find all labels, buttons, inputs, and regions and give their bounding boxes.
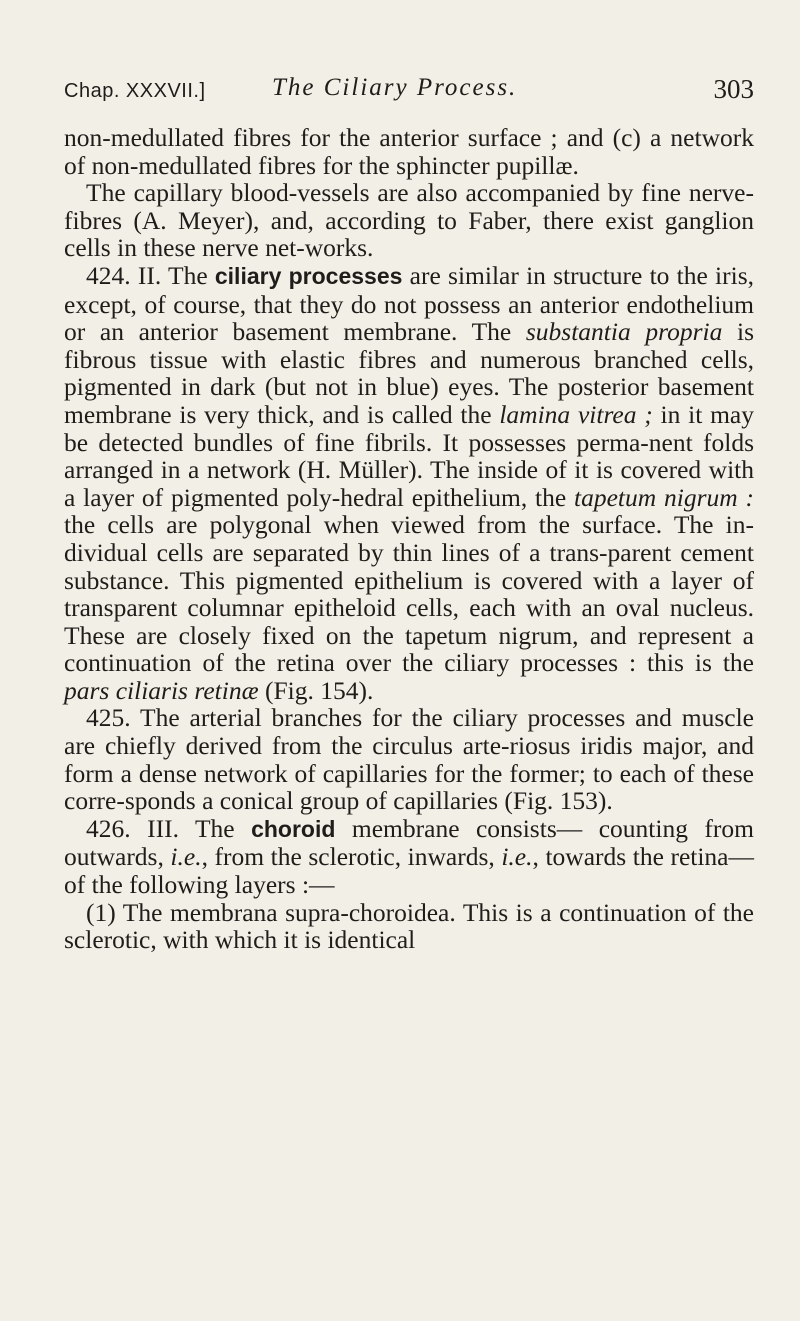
term-pars-ciliaris-retinae: pars ciliaris retinæ (64, 675, 259, 705)
paragraph-425-arterial-branches: 425. The arterial branches for the ciliary processes and muscle are chiefly derived from the circulus arte-riosus iridis major, and form a dense network of capillaries for the former; to each of these corre-sponds a conical group of capillaries (Fig. 153). (64, 703, 754, 816)
page-number: 303 (713, 74, 754, 104)
chapter-label: Chap. XXXVII.] (64, 80, 206, 102)
running-title: The Ciliary Process. (272, 74, 518, 101)
term-substantia-propria: substantia propria (525, 317, 723, 347)
body-text (64, 124, 754, 954)
paragraph-426-choroid: 426. III. The choroid membrane consists— counting from outwards, i.e., from the sclerotic, inwards, i.e., towards the retina—of the following layers :— (64, 813, 754, 900)
term-choroid: choroid (251, 815, 336, 842)
paragraph-supra-choroidea: (1) The membrana supra-choroidea. This is a continuation of the sclerotic, with which it is identical (64, 897, 754, 955)
paragraph-424-ciliary-processes: 424. II. The ciliary processes are similar in structure to the iris, except, of course, that they do not possess an anterior endothelium or an anterior basement membrane. The substantia propria is fibrous tissue with elastic fibres and numerous branched cells, pigmented in dark (but not in blue) eyes. The posterior basement membrane is very thick, and is called the lamina vitrea ; in it may be detected bundles of fine fibrils. It possesses perma-nent folds arranged in a network (H. Müller). The inside of it is covered with a layer of pigmented poly-hedral epithelium, the tapetum nigrum : the cells are polygonal when viewed from the surface. The in-dividual cells are separated by thin lines of a trans-parent cement substance. This pigmented epithelium is covered with a layer of transparent columnar epitheloid cells, each with an oval nucleus. These are closely fixed on the tapetum nigrum, and represent a continuation of the retina over the ciliary processes : this is the pars ciliaris retinæ (Fig. 154). (64, 260, 755, 705)
page-header (64, 74, 754, 114)
paragraph-capillary-nerves: The capillary blood-vessels are also accompanied by fine nerve-fibres (A. Meyer), and, according to Faber, there exist ganglion cells in these nerve net-works. (64, 178, 754, 263)
paragraph-continuation: non-medullated fibres for the anterior surface ; and (c) a network of non-medullated fibres for the sphincter pupillæ. (64, 123, 754, 180)
term-tapetum-nigrum: tapetum nigrum : (574, 482, 754, 512)
term-lamina-vitrea: lamina vitrea ; (499, 399, 653, 429)
term-ciliary-processes: ciliary processes (214, 262, 403, 289)
